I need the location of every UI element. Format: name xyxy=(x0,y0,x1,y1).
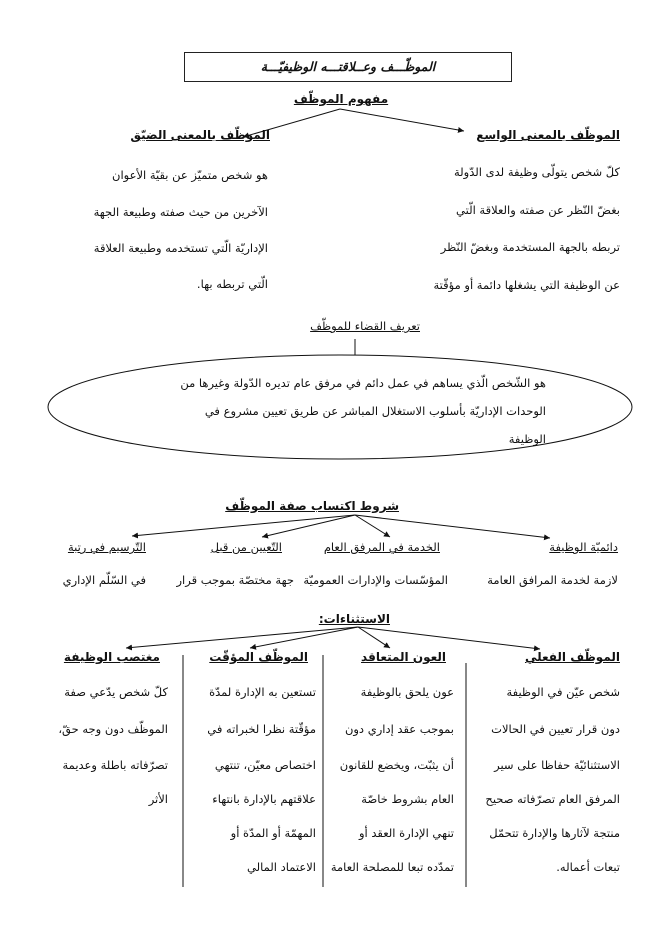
narrow-heading: الموظّف بالمعنى الضيّق xyxy=(130,128,270,142)
broad-line-3: تربطه بالجهة المستخدمة وبغضّ النّظر xyxy=(440,240,620,254)
narrow-line-3: الإداريّة الّتي تستخدمه وطبيعة العلاقة xyxy=(93,241,268,255)
exception-1-line-3: الاستثنائيّة حفاظا على سير xyxy=(494,758,620,772)
broad-heading: الموظّف بالمعنى الواسع xyxy=(476,128,620,142)
exception-3-line-4: علاقتهم بالإدارة بانتهاء xyxy=(212,792,316,806)
arrow-exc-1 xyxy=(358,627,540,649)
condition-1-heading: دائميّة الوظيفة xyxy=(549,540,618,554)
exception-4-line-3: تصرّفاته باطلة وعديمة xyxy=(62,758,168,772)
judiciary-line-3: الوظيفة xyxy=(508,432,546,446)
arrow-broad xyxy=(340,109,464,131)
narrow-line-2: الآخرين من حيث صفته وطبيعة الجهة xyxy=(93,205,268,219)
exception-4-line-2: الموظّف دون وجه حقّ، xyxy=(58,722,168,736)
exception-3-line-2: مؤقّتة نظرا لخبراته في xyxy=(207,722,316,736)
condition-1-detail: لازمة لخدمة المرافق العامة xyxy=(487,573,618,587)
exception-2-line-1: عون يلحق بالوظيفة xyxy=(360,685,454,699)
exception-4-line-4: الأثر xyxy=(148,792,168,806)
exception-2-line-6: تمدّده تبعا للمصلحة العامة xyxy=(330,860,454,874)
condition-2-detail: المؤسّسات والإدارات العموميّة xyxy=(303,573,448,587)
arrow-cond-3 xyxy=(262,515,355,537)
arrow-exc-3 xyxy=(250,627,358,648)
arrow-cond-4 xyxy=(132,515,355,536)
narrow-line-1: هو شخص متميّز عن بقيّة الأعوان xyxy=(112,168,268,182)
exception-2-line-5: تنهي الإدارة العقد أو xyxy=(358,826,454,840)
exception-3-line-6: الاعتماد المالي xyxy=(247,860,316,874)
concept-heading: مفهوم الموظّف xyxy=(293,92,389,106)
exception-4-line-1: كلّ شخص يدّعي صفة xyxy=(64,685,168,699)
page-title: الموظّـــف وعــلاقتـــه الوظيفيّـــة xyxy=(260,59,436,74)
judiciary-heading: تعريف القضاء للموظّف xyxy=(310,319,420,333)
broad-line-1: كلّ شخص يتولّى وظيفة لدى الدّولة xyxy=(454,165,620,179)
narrow-line-4: الّتي تربطه بها. xyxy=(196,277,268,291)
condition-4-detail: في السّلّم الإداري xyxy=(62,573,146,587)
exception-3-line-5: المهمّة أو المدّة أو xyxy=(230,826,316,840)
exception-2-line-4: العام بشروط خاصّة xyxy=(361,792,454,806)
conditions-heading: شروط اكتساب صفة الموظّف xyxy=(225,499,399,513)
exception-3-heading: الموظّف المؤقّت xyxy=(209,650,308,664)
judiciary-line-1: هو الشّخص الّذي يساهم في عمل دائم في مرفق عام تديره الدّولة وغيرها من xyxy=(180,376,546,390)
exceptions-heading: الاستثناءات: xyxy=(318,612,390,626)
exception-1-heading: الموظّف الفعلي xyxy=(524,650,620,664)
exception-3-line-3: اختصاص معيّن، تنتهي xyxy=(214,758,316,772)
arrow-exc-4 xyxy=(126,627,358,648)
condition-3-detail: جهة مختصّة بموجب قرار xyxy=(176,573,294,587)
exception-1-line-5: منتجة لآثارها والإدارة تتحمّل xyxy=(489,826,620,840)
condition-2-heading: الخدمة في المرفق العام xyxy=(323,540,440,554)
exception-3-line-1: تستعين به الإدارة لمدّة xyxy=(209,685,316,699)
broad-line-2: بغضّ النّظر عن صفته والعلاقة الّتي xyxy=(456,203,620,217)
exception-1-line-1: شخص عيّن في الوظيفة xyxy=(506,685,620,699)
exception-1-line-4: المرفق العام تصرّفاته صحيح xyxy=(485,792,620,806)
condition-4-heading: التّرسيم في رتبة xyxy=(67,540,146,554)
exception-2-line-3: أن يثبّت، ويخضع للقانون xyxy=(339,758,454,772)
exception-2-heading: العون المتعاقد xyxy=(361,650,446,664)
exception-2-line-2: بموجب عقد إداري دون xyxy=(344,722,454,736)
condition-3-heading: التّعيين من قبل xyxy=(210,540,282,554)
exception-1-line-6: تبعات أعماله. xyxy=(556,860,620,874)
arrow-cond-1 xyxy=(355,515,550,538)
broad-line-4: عن الوظيفة التي يشغلها دائمة أو مؤقّتة xyxy=(433,278,620,292)
exception-4-heading: مغتصب الوظيفة xyxy=(63,650,160,664)
exception-1-line-2: دون قرار تعيين في الحالات xyxy=(491,722,620,736)
judiciary-line-2: الوحدات الإداريّة بأسلوب الاستغلال المباشر عن طريق تعيين مشروع في xyxy=(204,404,546,418)
